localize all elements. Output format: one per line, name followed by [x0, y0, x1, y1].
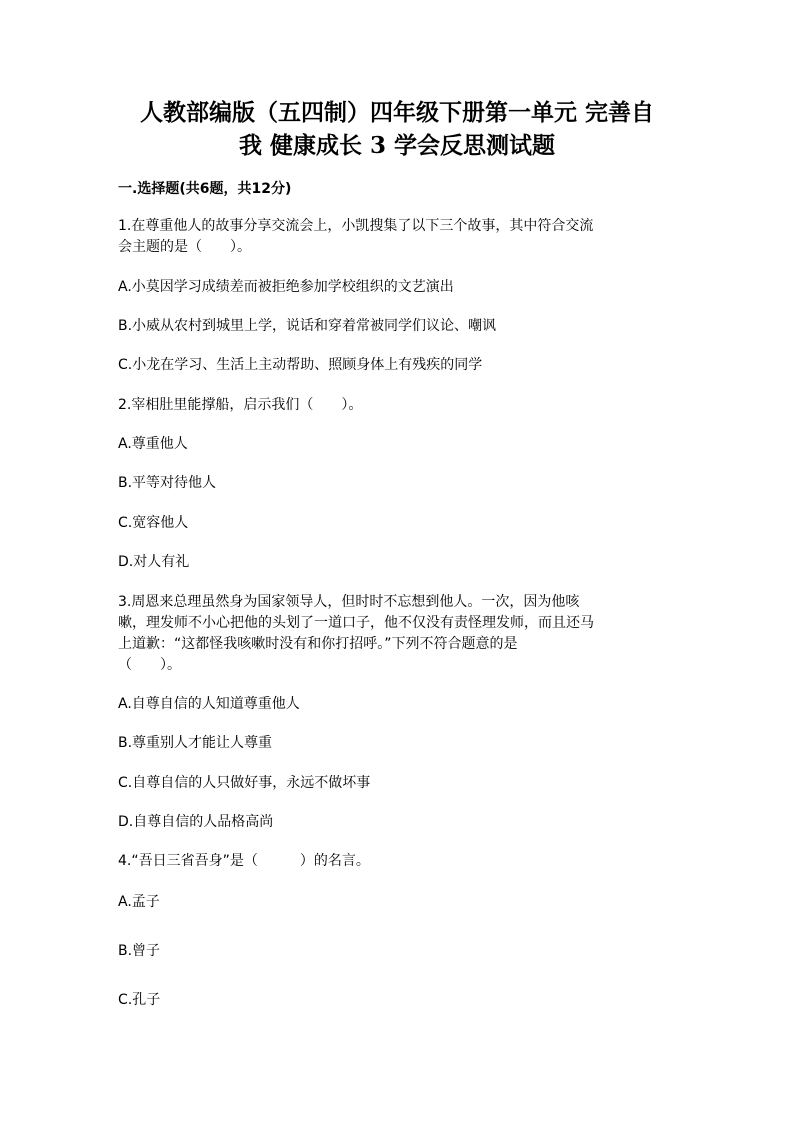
- question-2-line-1: 2.宰相肚里能撑船，启示我们（ ）。: [118, 397, 363, 413]
- question-1-option-b: B.小威从农村到城里上学，说话和穿着常被同学们议论、嘲讽: [118, 318, 497, 334]
- question-3-line-4: （ ）。: [118, 657, 181, 673]
- page-title-line-2: 我 健康成长 3 学会反思测试题: [238, 132, 556, 159]
- question-3-option-d: D.自尊自信的人品格高尚: [118, 814, 274, 830]
- question-3-option-a: A.自尊自信的人知道尊重他人: [118, 696, 300, 712]
- question-1-option-a: A.小莫因学习成绩差而被拒绝参加学校组织的文艺演出: [118, 279, 454, 295]
- question-4-option-b: B.曾子: [118, 943, 161, 959]
- page-title-line-1: 人教部编版（五四制）四年级下册第一单元 完善自: [139, 99, 654, 126]
- section-heading: 一.选择题(共6题，共12分): [118, 181, 292, 197]
- question-4-line-1: 4.“吾日三省吾身”是（ ）的名言。: [118, 853, 370, 869]
- question-3-option-c: C.自尊自信的人只做好事，永远不做坏事: [118, 775, 371, 791]
- question-4-option-a: A.孟子: [118, 894, 160, 910]
- question-3-line-1: 3.周恩来总理虽然身为国家领导人，但时时不忘想到他人。一次，因为他咳: [118, 594, 580, 610]
- question-1-option-c: C.小龙在学习、生活上主动帮助、照顾身体上有残疾的同学: [118, 357, 483, 373]
- question-3-option-b: B.尊重别人才能让人尊重: [118, 735, 273, 751]
- question-2-option-c: C.宽容他人: [118, 515, 189, 531]
- question-2-option-a: A.尊重他人: [118, 436, 188, 452]
- question-3-line-3: 上道歉：“这都怪我咳嗽时没有和你打招呼。”下列不符合题意的是: [118, 636, 518, 652]
- question-1-line-1: 1.在尊重他人的故事分享交流会上，小凯搜集了以下三个故事，其中符合交流: [118, 218, 594, 234]
- question-4-option-c: C.孔子: [118, 992, 161, 1008]
- question-2-option-d: D.对人有礼: [118, 554, 190, 570]
- question-3-line-2: 嗽，理发师不小心把他的头划了一道口子，他不仅没有责怪理发师，而且还马: [118, 615, 594, 631]
- question-1-line-2: 会主题的是（ ）。: [118, 239, 251, 255]
- question-2-option-b: B.平等对待他人: [118, 475, 217, 491]
